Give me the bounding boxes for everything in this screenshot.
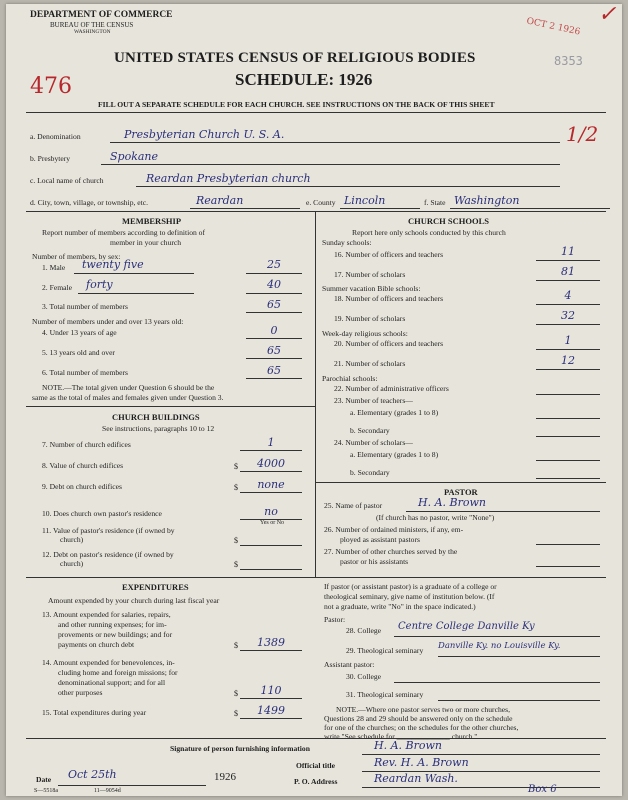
q12-label-2: church) (60, 559, 84, 568)
schools-title: CHURCH SCHOOLS (408, 216, 489, 226)
census-schedule-page: DEPARTMENT OF COMMERCE BUREAU OF THE CENSUS WASHINGTON OCT 2 1926 ✓ 8353 UNITED STATES CENSUS OF RELIGIOUS BODIES SCHEDULE: 1926 476 FILL OUT A SEPARATE SCHEDULE FOR EACH CHURCH. SEE INSTRUCTIONS ON THE BACK OF THIS SHEET a. Denomination Presbyterian Church U. S. A. 1/2 b. Presbytery Spokane c. Local name of church Reardan Presbyterian church d. City, town, village, or township, etc. Reardan e. County Lincoln f. State Washington MEMBERSHIP Report number of members according to definition of member in your church Number of members, by sex: 1. Male twenty five 25 2. Female forty 40 3. Total number of members 65 Number of members under and over 13 years old: 4. Under 13 years of age 0 5. 13 years old and over 65 6. Total number of members 65 NOTE.—The total given under Question 6 should be the same as the total of males and females given under Question 3. CHURCH BUILDINGS See instructions, paragraphs 10 to 12 7. Number of church edifices 1 8. Value of church edifices $ 4000 9. Debt on church edifices $ none 10. Does church own pastor's residence no Yes or No 11. Value of pastor's residence (if owned by church) $ 12. Debt on pastor's residence (if owned by church) $ CHURCH SCHOOLS Report here only schools conducted by this church Sunday schools: 16. Number of officers and teachers 11 17. Number of scholars 81 Summer vacation Bible schools: 18. Number of officers and teachers 4 19. Number of scholars 32 Week-day religious schools: 20. Number of officers and teachers 1 21. Number of scholars 12 Parochial schools: 22. Number of administrative officers 23. Number of teachers— a. Elementary (grades 1 to 8) b. Secondary 24. Number of scholars— a. Elementary (grades 1 to 8) b. Secondary PASTOR 25. Name of pastor H. A. Brown (If church has no pastor, write "None") 26. Number of ordained ministers, if any, em- ployed as assistant pastors 27. Number of other churches served by the pastor or his assistants EXPENDITURES Amount expended by your church during last fiscal year 13. Amount expended for salaries, repairs, and other running expenses; for im- provements or new buildings; and for payments on church debt $ 1389 14. Amount expended for benevolences, in- cluding home and foreign missions; for denominational support; and for all other purposes $ 110 15. Total expenditures during year $ 1499 If pastor (or assistant pastor) is a graduate of a college or theological seminary, give name of institution below. (If not a graduate, write "No" in the space indicated.) Pastor: 28. College Centre College Danville Ky 29. Theological seminary Danville Ky. no Louisville Ky. Assistant pastor: 30. College 31. Theological seminary NOTE.—Where one pastor serves two or more churches, Questions 28 and 29 should be answered only on the schedule for one of the churches; on the schedules for the other churches, write "See schedule for ______________ church." Signature of person furnishing information H. A. Brown Official title Rev. H. A. Brown Date Oct 25th 1926 P. O. Address Reardan Wash. S—5518a 11—9054d Box 6 (6, 4, 622, 796)
q13-line-3: provements or new buildings; and for (58, 630, 173, 639)
q20-label: 20. Number of officers and teachers (334, 339, 444, 348)
q14-line-3: denominational support; and for all (58, 678, 166, 687)
margin-mark: 1/2 (566, 122, 599, 146)
weekday-label: Week-day religious schools: (322, 329, 408, 338)
by-sex-label: Number of members, by sex: (32, 252, 121, 261)
q26-label-1: 26. Number of ordained ministers, if any, em- (324, 525, 464, 534)
q2-words: forty (86, 278, 113, 291)
membership-subtitle-1: Report number of members according to definition of (42, 228, 206, 237)
q3-value: 65 (267, 298, 281, 311)
q8-label: 8. Value of church edifices (42, 461, 124, 470)
department-label: DEPARTMENT OF COMMERCE (30, 10, 173, 20)
q2-value: 40 (267, 278, 281, 291)
q7-label: 7. Number of church edifices (42, 440, 131, 449)
q4-label: 4. Under 13 years of age (42, 328, 117, 337)
q23-label: 23. Number of teachers— (334, 396, 413, 405)
q28-value: Centre College Danville Ky (398, 621, 535, 632)
vacation-label: Summer vacation Bible schools: (322, 284, 421, 293)
county-value: Lincoln (344, 194, 386, 207)
expenditures-subtitle: Amount expended by your church during last fiscal year (48, 596, 220, 605)
parochial-label: Parochial schools: (322, 374, 378, 383)
bureau-label: BUREAU OF THE CENSUS (50, 21, 134, 29)
buildings-title: CHURCH BUILDINGS (112, 412, 200, 422)
q1-value: 25 (267, 258, 281, 271)
schools-subtitle: Report here only schools conducted by this church (352, 228, 506, 237)
q16-value: 11 (561, 245, 575, 258)
q23b-label: b. Secondary (350, 426, 390, 435)
q9-label: 9. Debt on church edifices (42, 482, 122, 491)
state-label: f. State (424, 198, 446, 207)
presbytery-label: b. Presbytery (30, 154, 71, 163)
q24a-label: a. Elementary (grades 1 to 8) (350, 450, 439, 459)
seminary-line-2: theological seminary, give name of institution below. (If (324, 592, 495, 601)
assistant-label: Assistant pastor: (324, 660, 375, 669)
q7-value: 1 (267, 436, 275, 449)
q25-label: 25. Name of pastor (324, 501, 383, 510)
official-value: Rev. H. A. Brown (374, 756, 469, 769)
form-code: S—5518a (34, 788, 58, 794)
date-label: Date (36, 775, 52, 784)
q17-label: 17. Number of scholars (334, 270, 406, 279)
q21-value: 12 (561, 354, 575, 367)
q1-label: 1. Male (42, 263, 66, 272)
seminary-line-1: If pastor (or assistant pastor) is a graduate of a college or (324, 582, 497, 591)
q25-value: H. A. Brown (418, 496, 486, 509)
q10-label: 10. Does church own pastor's residence (42, 509, 162, 518)
q10-hint: Yes or No (260, 520, 285, 526)
q24b-label: b. Secondary (350, 468, 390, 477)
q14-line-1: 14. Amount expended for benevolences, in- (42, 658, 175, 667)
q12-label-1: 12. Debt on pastor's residence (if owned by (42, 550, 174, 559)
instruction-line: FILL OUT A SEPARATE SCHEDULE FOR EACH CHURCH. SEE INSTRUCTIONS ON THE BACK OF THIS SHEET (98, 100, 495, 109)
q15-value: 1499 (257, 704, 285, 717)
q11-label-1: 11. Value of pastor's residence (if owned by (42, 526, 175, 535)
q13-line-4: payments on church debt (58, 640, 135, 649)
q10-value: no (264, 505, 278, 518)
church-name-label: c. Local name of church (30, 176, 104, 185)
q29-label: 29. Theological seminary (346, 646, 424, 655)
q18-label: 18. Number of officers and teachers (334, 294, 444, 303)
q26-label-2: ployed as assistant pastors (340, 535, 420, 544)
city-label: WASHINGTON (74, 29, 111, 35)
q2-label: 2. Female (42, 283, 72, 292)
address-label: P. O. Address (294, 777, 338, 786)
signature-value: H. A. Brown (374, 739, 442, 752)
q14-value: 110 (260, 684, 282, 697)
pastor-title: PASTOR (444, 487, 478, 497)
q19-value: 32 (561, 309, 575, 322)
received-date-stamp: OCT 2 1926 (525, 16, 582, 38)
q14-line-2: cluding home and foreign missions; for (58, 668, 178, 677)
q13-line-2: and other running expenses; for im- (58, 620, 167, 629)
q18-value: 4 (564, 289, 572, 302)
address-value: Reardan Wash. (374, 772, 458, 785)
note-line-4: write "See schedule for ______________ church." (324, 732, 478, 741)
denomination-label: a. Denomination (30, 132, 81, 141)
q11-label-2: church) (60, 535, 84, 544)
q6-value: 65 (267, 364, 281, 377)
church-name-value: Reardan Presbyterian church (146, 172, 311, 185)
check-mark: ✓ (598, 2, 617, 27)
note-line-2: Questions 28 and 29 should be answered only on the schedule (324, 714, 513, 723)
q31-label: 31. Theological seminary (346, 690, 424, 699)
expenditures-title: EXPENDITURES (122, 582, 189, 592)
q5-value: 65 (267, 344, 281, 357)
official-label: Official title (296, 761, 336, 770)
q8-value: 4000 (257, 457, 285, 470)
date-year: 1926 (214, 771, 236, 783)
city-label-field: d. City, town, village, or township, etc. (30, 198, 149, 207)
q16-label: 16. Number of officers and teachers (334, 250, 444, 259)
q25-hint: (If church has no pastor, write "None") (376, 513, 495, 522)
seminary-line-3: not a graduate, write "No" in the space indicated.) (324, 602, 476, 611)
q27-label-1: 27. Number of other churches served by the (324, 547, 458, 556)
membership-title: MEMBERSHIP (122, 216, 182, 226)
q13-value: 1389 (257, 636, 285, 649)
print-code: 11—9054d (94, 788, 121, 794)
q14-line-4: other purposes (58, 688, 103, 697)
q19-label: 19. Number of scholars (334, 314, 406, 323)
pastor-sub-label: Pastor: (324, 615, 346, 624)
note-line-3: for one of the churches; on the schedules for the other churches, (324, 723, 519, 732)
q5-label: 5. 13 years old and over (42, 348, 115, 357)
form-title: UNITED STATES CENSUS OF RELIGIOUS BODIES (114, 50, 476, 66)
box-label: Box 6 (528, 784, 557, 795)
q22-label: 22. Number of administrative officers (334, 384, 449, 393)
q1-words: twenty five (82, 258, 144, 271)
age-label: Number of members under and over 13 years old: (32, 317, 184, 326)
city-value: Reardan (196, 194, 244, 207)
presbytery-value: Spokane (110, 150, 159, 163)
signature-label: Signature of person furnishing information (170, 744, 310, 753)
q6-label: 6. Total number of members (42, 368, 129, 377)
state-value: Washington (454, 194, 520, 207)
membership-subtitle-2: member in your church (110, 238, 182, 247)
sunday-label: Sunday schools: (322, 238, 372, 247)
q3-label: 3. Total number of members (42, 302, 129, 311)
file-number: 476 (30, 74, 72, 99)
q29-value: Danville Ky. no Louisville Ky. (438, 641, 561, 651)
county-label: e. County (306, 198, 336, 207)
q24-label: 24. Number of scholars— (334, 438, 413, 447)
stamp-number: 8353 (554, 54, 583, 68)
q23a-label: a. Elementary (grades 1 to 8) (350, 408, 439, 417)
membership-note-1: NOTE.—The total given under Question 6 should be the (42, 383, 215, 392)
q13-line-1: 13. Amount expended for salaries, repairs, (42, 610, 171, 619)
q27-label-2: pastor or his assistants (340, 557, 409, 566)
q9-value: none (257, 478, 285, 491)
q28-label: 28. College (346, 626, 382, 635)
q4-value: 0 (270, 324, 278, 337)
buildings-subtitle: See instructions, paragraphs 10 to 12 (102, 424, 215, 433)
date-value: Oct 25th (68, 768, 117, 781)
denomination-value: Presbyterian Church U. S. A. (124, 128, 285, 141)
q30-label: 30. College (346, 672, 382, 681)
note-line-1: NOTE.—Where one pastor serves two or more churches, (336, 705, 510, 714)
q17-value: 81 (561, 265, 575, 278)
q15-label: 15. Total expenditures during year (42, 708, 147, 717)
membership-note-2: same as the total of males and females given under Question 3. (32, 393, 224, 402)
q20-value: 1 (564, 334, 572, 347)
q21-label: 21. Number of scholars (334, 359, 406, 368)
schedule-title: SCHEDULE: 1926 (235, 70, 373, 89)
